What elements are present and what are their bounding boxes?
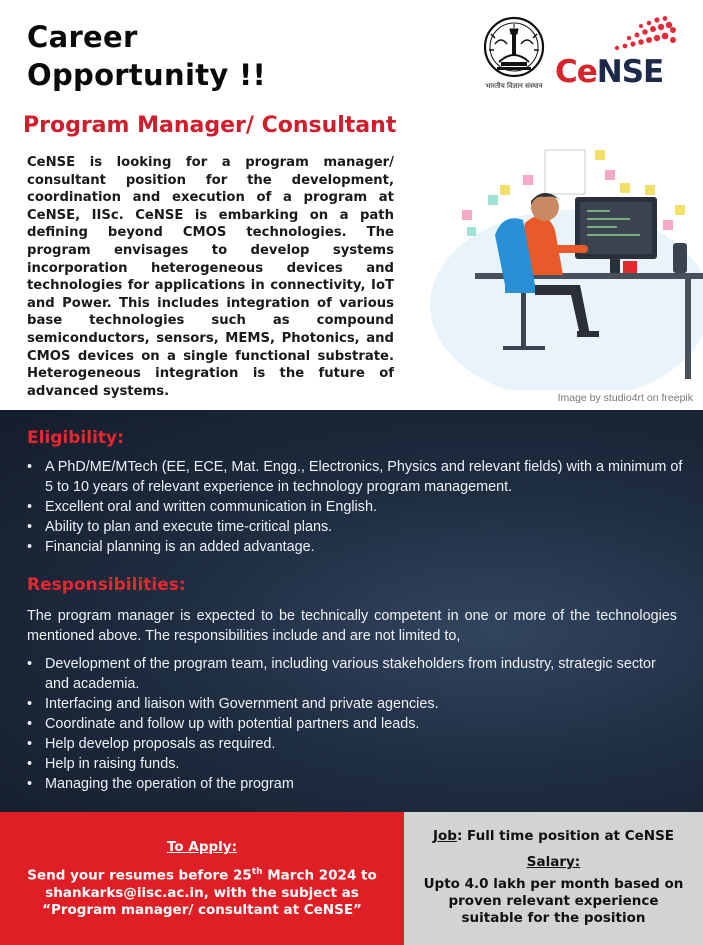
- responsibilities-list: [27, 654, 682, 794]
- list-item: • Ability to plan and execute time-critical plans.: [27, 517, 687, 537]
- cense-wordmark: CeNSE: [555, 54, 664, 90]
- apply-email-line: shankarks@iisc.ac.in, with the subject as: [45, 884, 359, 901]
- cense-dots-icon: [555, 16, 683, 56]
- responsibilities-intro: The program manager is expected to be technically competent in one or more of the technologies mentioned above. The responsibilities include and are not limited to,: [27, 608, 677, 644]
- apply-subject-line: “Program manager/ consultant at CeNSE”: [42, 901, 362, 918]
- title-line-1: Career: [27, 20, 138, 54]
- salary-value: Upto 4.0 lakh per month based on proven relevant experience suitable for the position: [423, 876, 684, 926]
- intro-paragraph: CeNSE is looking for a program manager/ consultant position for the development, coordination and execution of a program at CeNSE, IISc. CeNSE is embarking on a path defining beyond CMOS technologies. The program envisages to develop systems incorporation heterogeneous devices and technologies for applications in connectivity, IoT and Power. This includes integration of various base technologies such as compound semiconductors, sensors, MEMS, Photonics, and CMOS devices on a single functional substrate. Heterogeneous integration is the future of advanced systems.: [27, 155, 394, 399]
- cense-logo: [555, 16, 683, 90]
- image-credit: Image by studio4rt on freepik: [557, 392, 693, 404]
- list-item: • Coordinate and follow up with potential partners and leads.: [27, 714, 682, 734]
- list-item: • Help develop proposals as required.: [27, 734, 682, 754]
- office-illustration: [405, 135, 703, 390]
- job-title: Program Manager/ Consultant: [23, 113, 397, 138]
- job-info-box: [404, 812, 703, 945]
- salary-heading: Salary:: [526, 854, 581, 870]
- list-item: • Managing the operation of the program: [27, 774, 682, 794]
- responsibilities-heading: Responsibilities:: [27, 575, 186, 595]
- title-line-2: Opportunity !!: [27, 58, 267, 92]
- list-item: • Development of the program team, including various stakeholders from industry, strategic sector and academia.: [27, 654, 682, 694]
- apply-heading: To Apply:: [167, 839, 237, 855]
- eligibility-list: [27, 457, 687, 557]
- list-item: • Financial planning is an added advantage.: [27, 537, 687, 557]
- apply-instructions: Send your resumes before 25th March 2024 to shankarks@iisc.ac.in, with the subject as “Program manager/ consultant at CeNSE”: [20, 864, 384, 919]
- iisc-logo-caption: भारतीय विज्ञान संस्थान: [485, 82, 543, 90]
- iisc-logo-icon: [477, 14, 551, 92]
- eligibility-heading: Eligibility:: [27, 428, 124, 448]
- list-item: • Excellent oral and written communication in English.: [27, 497, 687, 517]
- page-title: [27, 18, 266, 94]
- job-type: Job: Full time position at CeNSE: [432, 828, 675, 844]
- list-item: • Interfacing and liaison with Government and private agencies.: [27, 694, 682, 714]
- header-section: [0, 0, 703, 410]
- apply-box: [0, 812, 404, 945]
- list-item: • A PhD/ME/MTech (EE, ECE, Mat. Engg., Electronics, Physics and relevant fields) with a minimum of 5 to 10 years of relevant experience in technology program management.: [27, 457, 687, 497]
- list-item: • Help in raising funds.: [27, 754, 682, 774]
